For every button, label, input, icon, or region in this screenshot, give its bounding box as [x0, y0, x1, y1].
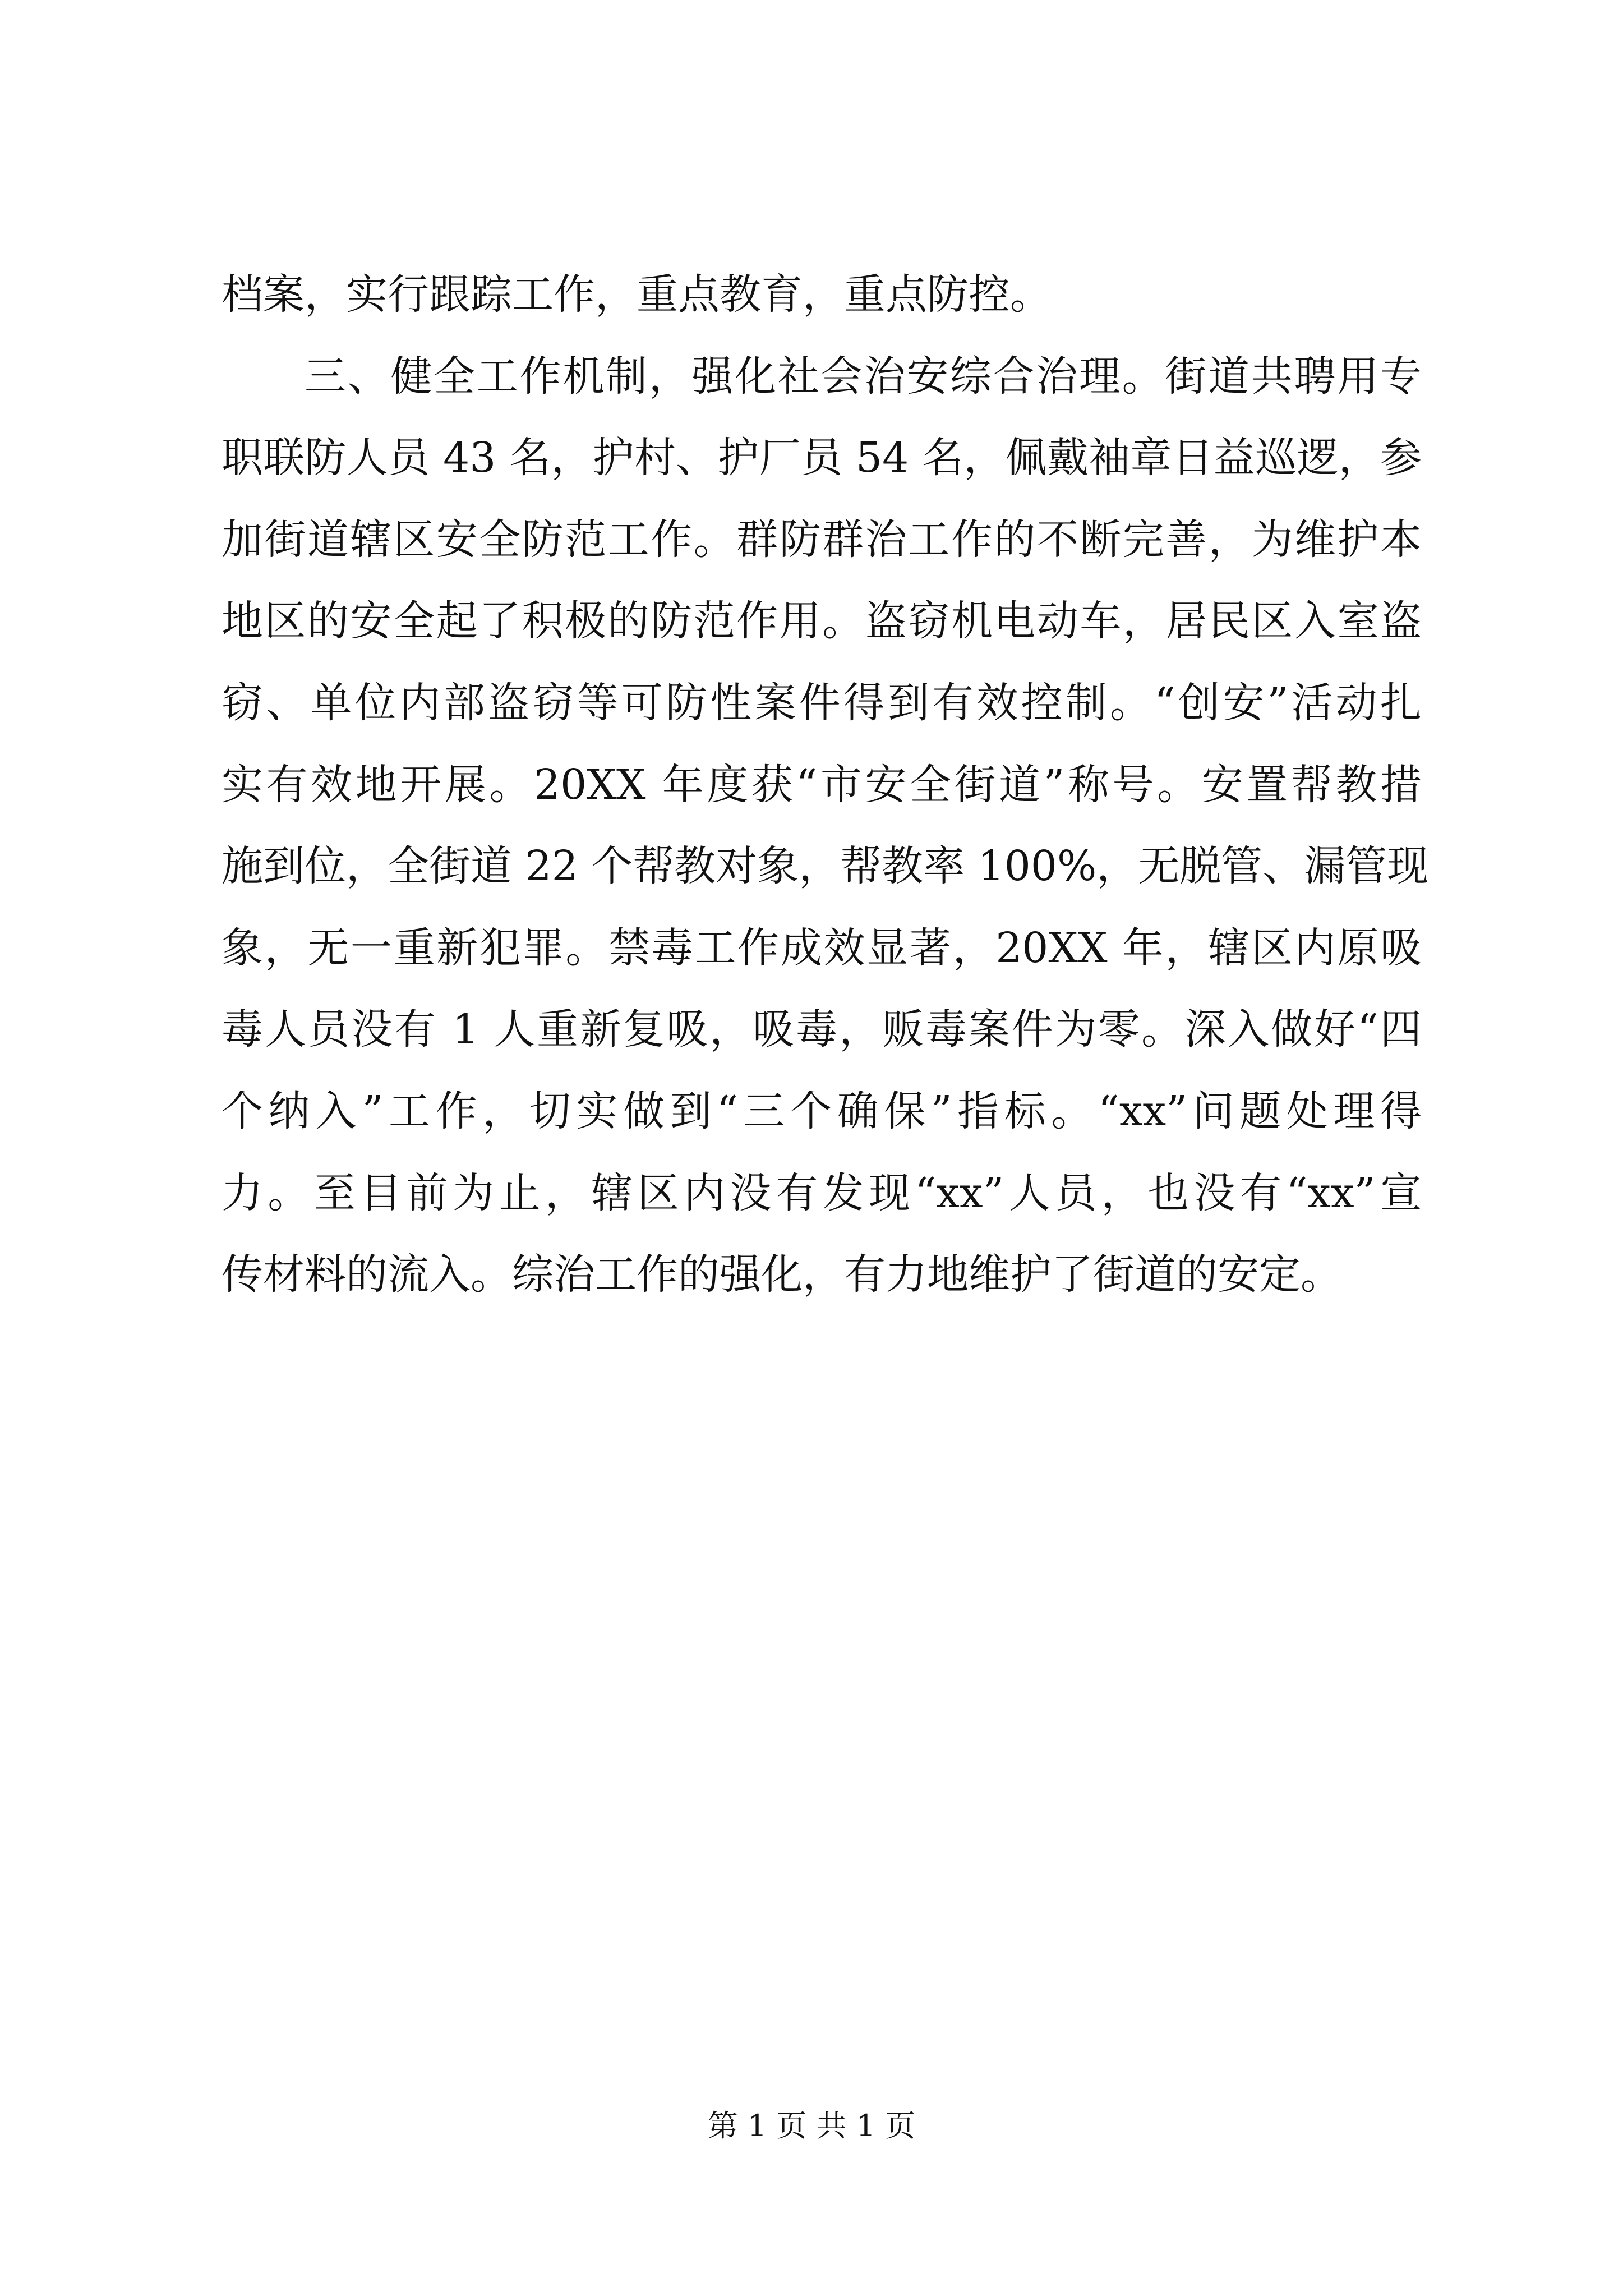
paragraph-2-line-12: 传材料的流入。综治工作的强化，有力地维护了街道的安定。	[222, 1250, 1342, 1299]
paragraph-1-line-1: 档案，实行跟踪工作，重点教育，重点防控。	[222, 270, 1052, 319]
paragraph-2-line-8: 象，无一重新犯罪。禁毒工作成效显著，20XX 年，辖区内原吸	[222, 923, 1422, 972]
paragraph-2-line-2: 职联防人员 43 名，护村、护厂员 54 名，佩戴袖章日益巡逻，参	[222, 434, 1422, 482]
page-footer: 第 1 页 共 1 页	[707, 2108, 916, 2143]
paragraph-2-line-11: 力。至目前为止，辖区内没有发现“xx”人员，也没有“xx”宣	[222, 1168, 1422, 1217]
paragraph-2-line-3: 加街道辖区安全防范工作。群防群治工作的不断完善，为维护本	[222, 515, 1422, 564]
paragraph-2-line-9: 毒人员没有 1 人重新复吸，吸毒，贩毒案件为零。深入做好“四	[222, 1005, 1422, 1054]
paragraph-2-line-5: 窃、单位内部盗窃等可防性案件得到有效控制。“创安”活动扎	[222, 678, 1422, 727]
paragraph-2-line-4: 地区的安全起了积极的防范作用。盗窃机电动车，居民区入室盗	[222, 597, 1422, 646]
paragraph-2-line-6: 实有效地开展。20XX 年度获“市安全街道”称号。安置帮教措	[222, 760, 1422, 809]
paragraph-2-line-7: 施到位，全街道 22 个帮教对象，帮教率 100%，无脱管、漏管现	[222, 842, 1429, 891]
paragraph-2-line-10: 个纳入”工作，切实做到“三个确保”指标。“xx”问题处理得	[222, 1087, 1422, 1135]
paragraph-2-line-1: 三、健全工作机制，强化社会治安综合治理。街道共聘用专	[305, 352, 1422, 401]
document-body	[222, 254, 1429, 1316]
